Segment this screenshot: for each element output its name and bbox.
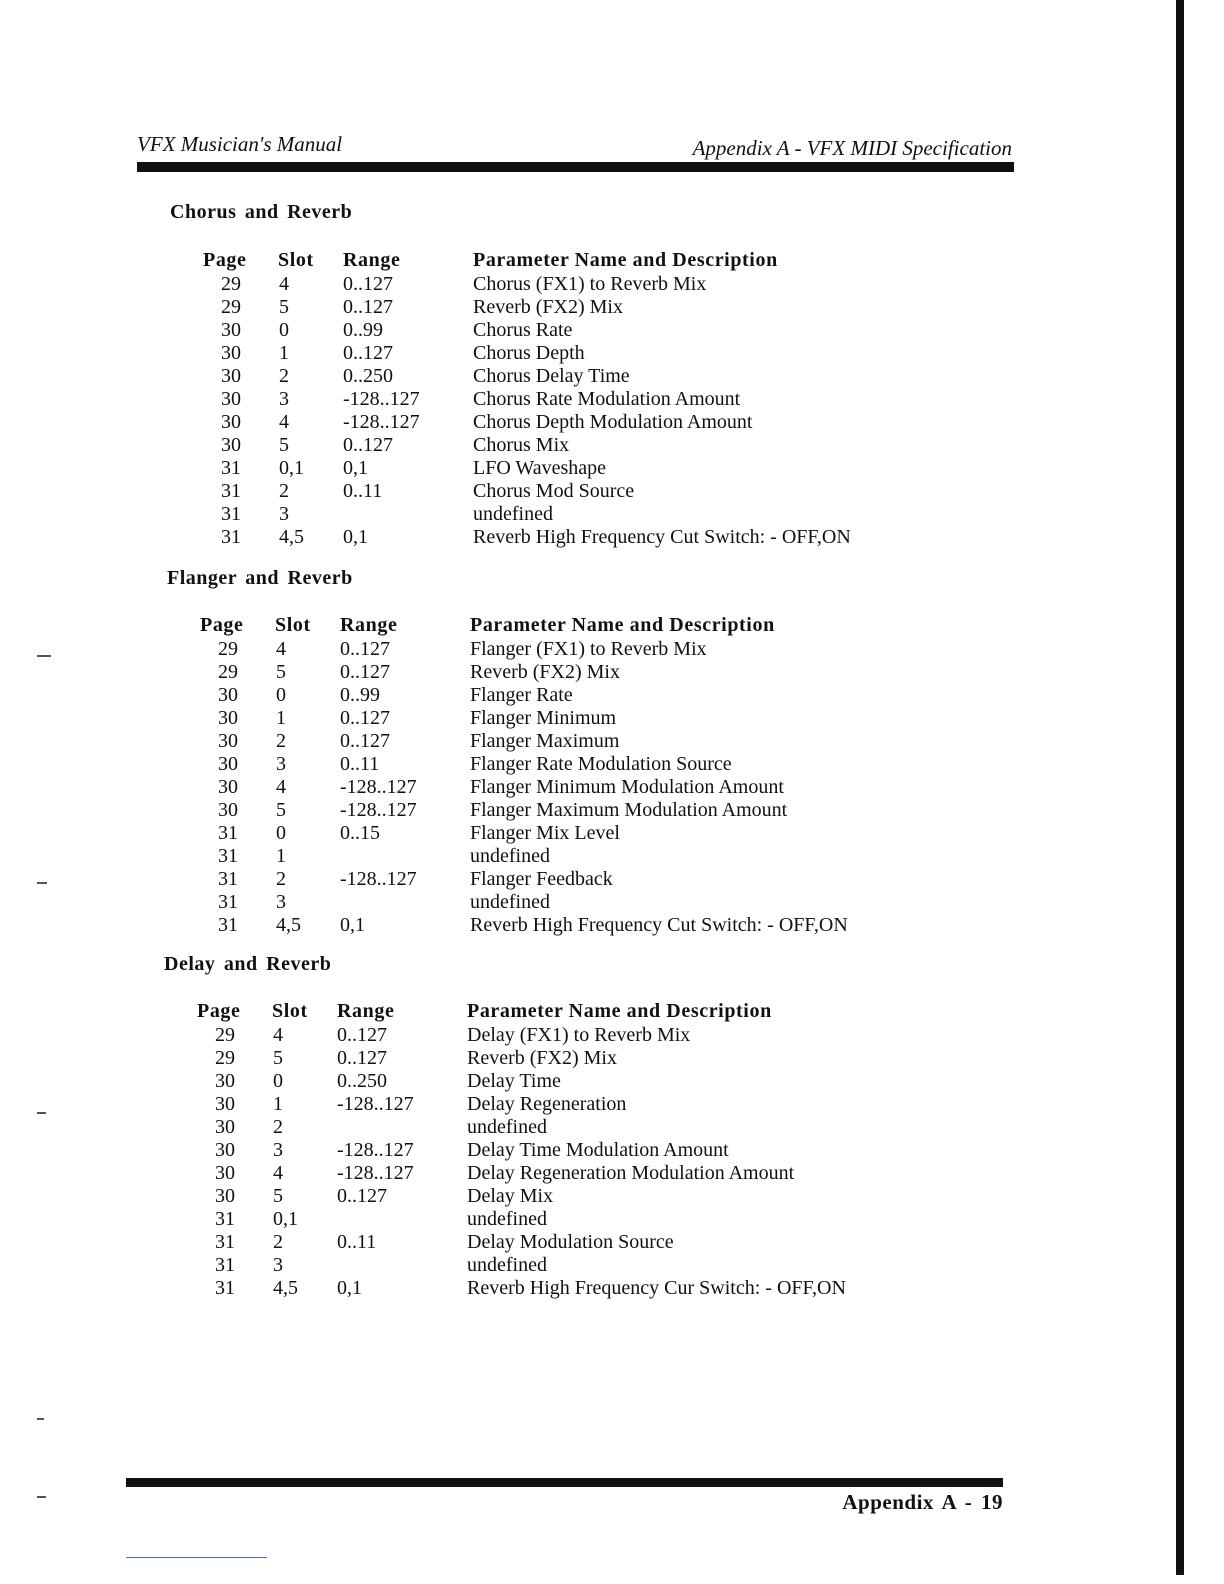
- cell-range: -128..127: [337, 1139, 414, 1161]
- cell-range: -128..127: [340, 776, 417, 798]
- column-header-range: Range: [337, 1000, 395, 1022]
- cell-range: 0..127: [343, 434, 393, 456]
- cell-range: 0..250: [337, 1070, 387, 1092]
- section-title-flanger-reverb: Flanger and Reverb: [167, 567, 353, 589]
- cell-slot: 0: [273, 1070, 283, 1092]
- margin-mark: [37, 882, 47, 884]
- cell-slot: 0: [276, 684, 286, 706]
- cell-page: 31: [218, 914, 238, 936]
- cell-page: 29: [221, 273, 241, 295]
- cell-slot: 3: [273, 1139, 283, 1161]
- cell-description: Chorus (FX1) to Reverb Mix: [473, 273, 707, 295]
- cell-range: 0..11: [343, 480, 383, 502]
- cell-description: Delay Regeneration: [467, 1093, 627, 1115]
- cell-page: 30: [218, 753, 238, 775]
- cell-description: Flanger Maximum: [470, 730, 620, 752]
- cell-page: 31: [215, 1277, 235, 1299]
- cell-page: 31: [215, 1208, 235, 1230]
- column-header-page: Page: [200, 614, 244, 636]
- cell-description: Chorus Mod Source: [473, 480, 635, 502]
- cell-range: 0..127: [340, 661, 390, 683]
- cell-page: 29: [215, 1047, 235, 1069]
- cell-description: undefined: [473, 503, 553, 525]
- cell-slot: 4: [273, 1024, 283, 1046]
- cell-slot: 5: [276, 799, 286, 821]
- cell-description: Flanger Maximum Modulation Amount: [470, 799, 788, 821]
- column-header-range: Range: [343, 249, 401, 271]
- cell-slot: 1: [276, 707, 286, 729]
- cell-description: Delay Mix: [467, 1185, 554, 1207]
- cell-page: 31: [221, 457, 241, 479]
- cell-description: Flanger Rate Modulation Source: [470, 753, 732, 775]
- cell-slot: 0: [276, 822, 286, 844]
- cell-page: 31: [218, 822, 238, 844]
- cell-page: 29: [218, 661, 238, 683]
- cell-slot: 5: [273, 1185, 283, 1207]
- column-header-description: Parameter Name and Description: [473, 249, 778, 271]
- column-header-range: Range: [340, 614, 398, 636]
- cell-range: 0,1: [340, 914, 365, 936]
- cell-slot: 4,5: [273, 1277, 298, 1299]
- cell-slot: 1: [273, 1093, 283, 1115]
- cell-slot: 0,1: [279, 457, 304, 479]
- cell-slot: 5: [276, 661, 286, 683]
- column-header-slot: Slot: [275, 614, 311, 636]
- cell-description: Chorus Rate Modulation Amount: [473, 388, 741, 410]
- cell-range: -128..127: [340, 799, 417, 821]
- cell-page: 30: [215, 1116, 235, 1138]
- cell-page: 30: [221, 319, 241, 341]
- cell-description: Flanger Minimum: [470, 707, 617, 729]
- cell-slot: 2: [276, 730, 286, 752]
- cell-page: 30: [218, 730, 238, 752]
- cell-page: 30: [221, 388, 241, 410]
- cell-description: Flanger (FX1) to Reverb Mix: [470, 638, 707, 660]
- cell-page: 31: [215, 1254, 235, 1276]
- cell-description: undefined: [467, 1254, 547, 1276]
- cell-slot: 2: [279, 480, 289, 502]
- cell-slot: 4: [279, 273, 289, 295]
- cell-range: 0,1: [337, 1277, 362, 1299]
- cell-description: Reverb (FX2) Mix: [467, 1047, 617, 1069]
- section-title-chorus-reverb: Chorus and Reverb: [170, 201, 353, 223]
- cell-description: Flanger Feedback: [470, 868, 613, 890]
- cell-slot: 4: [276, 638, 286, 660]
- margin-mark: [37, 655, 51, 657]
- cell-description: Reverb High Frequency Cur Switch: - OFF,ON: [467, 1277, 846, 1299]
- cell-description: Chorus Mix: [473, 434, 570, 456]
- cell-slot: 1: [279, 342, 289, 364]
- cell-page: 30: [221, 434, 241, 456]
- cell-slot: 2: [273, 1231, 283, 1253]
- footer-rule: [126, 1478, 1003, 1487]
- cell-range: 0..127: [343, 342, 393, 364]
- cell-page: 30: [218, 707, 238, 729]
- cell-page: 30: [215, 1162, 235, 1184]
- cell-range: 0..11: [337, 1231, 377, 1253]
- cell-slot: 0,1: [273, 1208, 298, 1230]
- cell-description: undefined: [470, 845, 550, 867]
- cell-description: Delay Time Modulation Amount: [467, 1139, 729, 1161]
- cell-page: 30: [215, 1070, 235, 1092]
- cell-page: 30: [221, 342, 241, 364]
- cell-range: -128..127: [343, 388, 420, 410]
- margin-mark: [37, 1418, 44, 1420]
- column-header-description: Parameter Name and Description: [470, 614, 775, 636]
- cell-slot: 1: [276, 845, 286, 867]
- cell-description: Flanger Minimum Modulation Amount: [470, 776, 784, 798]
- cell-page: 31: [218, 868, 238, 890]
- cell-description: undefined: [470, 891, 550, 913]
- cell-slot: 3: [276, 753, 286, 775]
- cell-slot: 2: [279, 365, 289, 387]
- cell-slot: 3: [279, 388, 289, 410]
- cell-page: 30: [218, 684, 238, 706]
- cell-page: 30: [215, 1139, 235, 1161]
- cell-range: 0..127: [343, 296, 393, 318]
- cell-description: Reverb High Frequency Cut Switch: - OFF,ON: [473, 526, 851, 548]
- cell-page: 30: [218, 799, 238, 821]
- cell-page: 31: [218, 845, 238, 867]
- cell-slot: 5: [273, 1047, 283, 1069]
- link-underline: [126, 1557, 267, 1558]
- cell-slot: 3: [273, 1254, 283, 1276]
- cell-range: -128..127: [340, 868, 417, 890]
- cell-range: 0..127: [340, 730, 390, 752]
- cell-range: 0..250: [343, 365, 393, 387]
- cell-slot: 4: [279, 411, 289, 433]
- running-header-title: VFX Musician's Manual: [137, 132, 343, 156]
- cell-description: Delay Time: [467, 1070, 561, 1092]
- page-number: Appendix A - 19: [842, 1490, 1003, 1514]
- cell-range: 0..127: [340, 638, 390, 660]
- cell-range: -128..127: [337, 1093, 414, 1115]
- cell-range: 0..127: [337, 1047, 387, 1069]
- cell-slot: 4,5: [276, 914, 301, 936]
- column-header-description: Parameter Name and Description: [467, 1000, 772, 1022]
- cell-page: 29: [215, 1024, 235, 1046]
- cell-description: Delay (FX1) to Reverb Mix: [467, 1024, 691, 1046]
- cell-description: Reverb (FX2) Mix: [473, 296, 623, 318]
- running-header-chapter: Appendix A - VFX MIDI Specification: [692, 136, 1012, 160]
- cell-page: 31: [218, 891, 238, 913]
- cell-description: Chorus Depth: [473, 342, 585, 364]
- cell-range: 0..99: [340, 684, 380, 706]
- cell-description: Chorus Delay Time: [473, 365, 630, 387]
- cell-range: -128..127: [337, 1162, 414, 1184]
- cell-slot: 5: [279, 296, 289, 318]
- header-rule: [137, 162, 1014, 172]
- section-title-delay-reverb: Delay and Reverb: [164, 953, 332, 975]
- cell-slot: 5: [279, 434, 289, 456]
- margin-mark: [37, 1112, 46, 1114]
- cell-slot: 3: [279, 503, 289, 525]
- cell-range: -128..127: [343, 411, 420, 433]
- column-header-slot: Slot: [278, 249, 314, 271]
- cell-page: 30: [221, 365, 241, 387]
- cell-slot: 4,5: [279, 526, 304, 548]
- column-header-page: Page: [203, 249, 247, 271]
- cell-page: 29: [218, 638, 238, 660]
- cell-range: 0..127: [337, 1185, 387, 1207]
- cell-description: Flanger Mix Level: [470, 822, 620, 844]
- column-header-page: Page: [197, 1000, 241, 1022]
- cell-page: 30: [221, 411, 241, 433]
- cell-range: 0..127: [340, 707, 390, 729]
- cell-description: Flanger Rate: [470, 684, 573, 706]
- cell-range: 0..127: [343, 273, 393, 295]
- cell-description: Reverb High Frequency Cut Switch: - OFF,ON: [470, 914, 848, 936]
- cell-range: 0..99: [343, 319, 383, 341]
- cell-page: 30: [215, 1185, 235, 1207]
- cell-description: Reverb (FX2) Mix: [470, 661, 620, 683]
- cell-range: 0..15: [340, 822, 380, 844]
- cell-slot: 3: [276, 891, 286, 913]
- margin-mark: [37, 1496, 46, 1498]
- cell-description: undefined: [467, 1116, 547, 1138]
- cell-page: 31: [215, 1231, 235, 1253]
- cell-range: 0,1: [343, 457, 368, 479]
- cell-slot: 2: [276, 868, 286, 890]
- cell-slot: 4: [273, 1162, 283, 1184]
- page-edge-shadow: [1176, 0, 1184, 1575]
- column-header-slot: Slot: [272, 1000, 308, 1022]
- cell-range: 0,1: [343, 526, 368, 548]
- cell-description: Chorus Depth Modulation Amount: [473, 411, 753, 433]
- cell-slot: 2: [273, 1116, 283, 1138]
- cell-slot: 0: [279, 319, 289, 341]
- cell-page: 31: [221, 480, 241, 502]
- cell-range: 0..11: [340, 753, 380, 775]
- cell-page: 29: [221, 296, 241, 318]
- cell-page: 31: [221, 526, 241, 548]
- cell-page: 31: [221, 503, 241, 525]
- cell-description: Chorus Rate: [473, 319, 573, 341]
- cell-page: 30: [215, 1093, 235, 1115]
- cell-range: 0..127: [337, 1024, 387, 1046]
- cell-description: undefined: [467, 1208, 547, 1230]
- cell-description: LFO Waveshape: [473, 457, 606, 479]
- cell-page: 30: [218, 776, 238, 798]
- cell-slot: 4: [276, 776, 286, 798]
- cell-description: Delay Regeneration Modulation Amount: [467, 1162, 795, 1184]
- cell-description: Delay Modulation Source: [467, 1231, 674, 1253]
